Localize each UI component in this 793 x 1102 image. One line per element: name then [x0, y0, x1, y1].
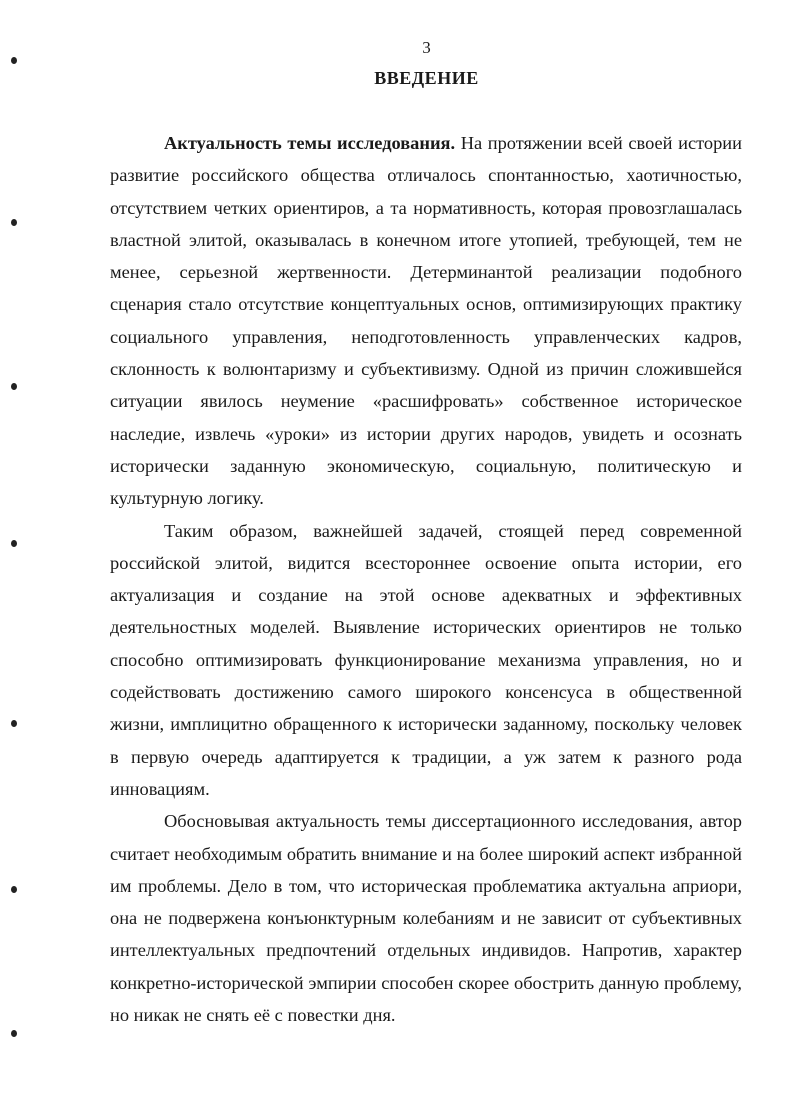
- binding-hole: [11, 886, 17, 893]
- paragraph-relevance: [110, 127, 742, 515]
- page-number: 3: [422, 38, 431, 57]
- paragraph-task: Таким образом, важнейшей задачей, стоящей перед современной российской элитой, видится всестороннее освоение опыта истории, его актуализация и создание на этой основе адекватных и эффективных деятельностных моделей. Выявление исторических ориентиров не только способно оптимизировать функционирование механизма управления, но и содействовать достижению самого широкого консенсуса в общественной жизни, имплицитно обращенного к исторически заданному, поскольку человек в первую очередь адаптируется к традиции, а уж затем к разного рода инновациям.: [110, 520, 742, 799]
- body-text: [110, 127, 742, 1031]
- paragraph-lead: Актуальность темы исследования.: [164, 133, 456, 153]
- binding-hole: [11, 219, 17, 226]
- binding-hole: [11, 383, 17, 390]
- binding-hole: [11, 720, 17, 727]
- binding-hole: [11, 1030, 17, 1037]
- binding-hole: [11, 540, 17, 547]
- paragraph-text: На протяжении всей своей истории развитие российского общества отличалось спонтанностью, хаотичностью, отсутствием четких ориентиров, а та нормативность, которая провозглашалась властной элитой, оказывалась в конечном итоге утопией, требующей, тем не менее, серьезной жертвенности. Детерминантой реализации подобного сценария стало отсутствие концептуальных основ, оптимизирующих практику социального управления, неподготовленность управленческих кадров, склонность к волюнтаризму и субъективизму. Одной из причин сложившейся ситуации явилось неумение «расшифровать» собственное историческое наследие, извлечь «уроки» из истории других народов, увидеть и осознать исторически заданную экономическую, социальную, политическую и культурную логику.: [110, 133, 742, 509]
- section-heading: ВВЕДЕНИЕ: [374, 68, 479, 88]
- paragraph-justification: Обосновывая актуальность темы диссертационного исследования, автор считает необходимым обратить внимание и на более широкий аспект избранной им проблемы. Дело в том, что историческая проблематика актуальна априори, она не подвержена конъюнктурным колебаниям и не зависит от субъективных интеллектуальных предпочтений отдельных индивидов. Напротив, характер конкретно-исторической эмпирии способен скорее обострить данную проблему, но никак не снять её с повестки дня.: [110, 811, 742, 1026]
- binding-hole: [11, 57, 17, 64]
